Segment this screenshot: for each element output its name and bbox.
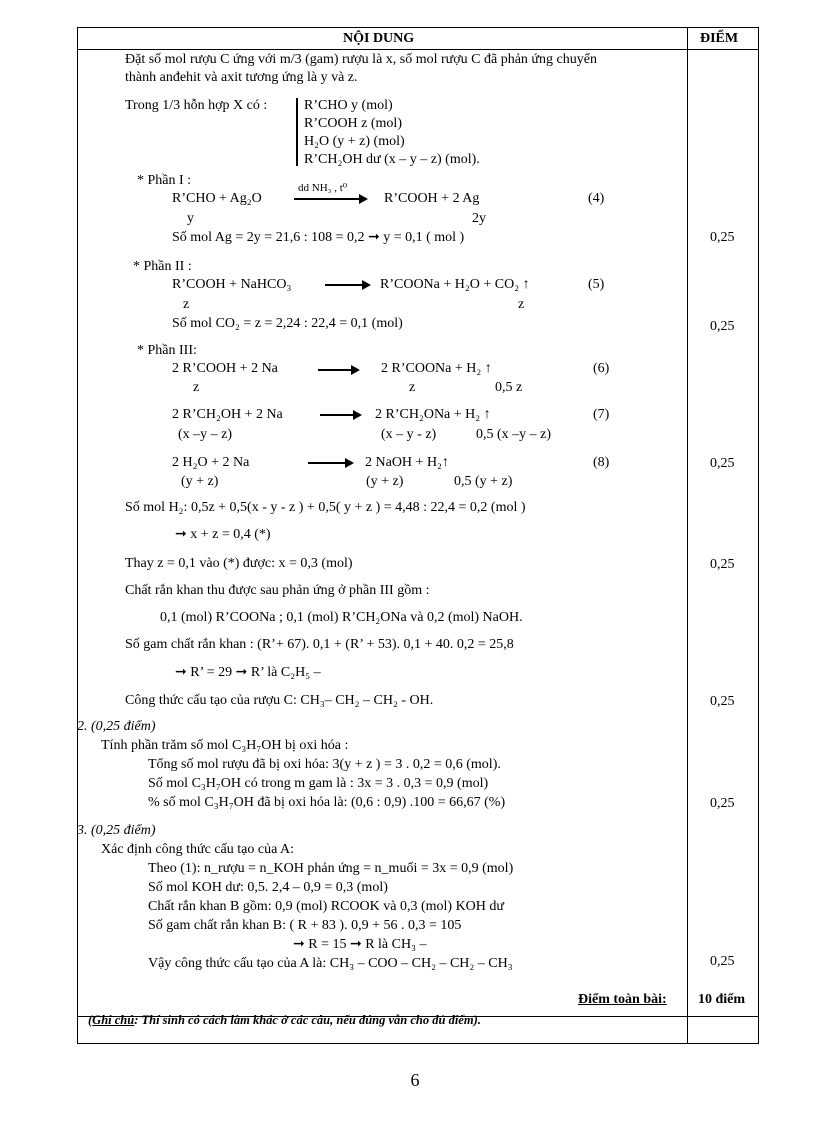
part-3-label: * Phần III: [137,343,197,358]
section-2-line-1: Tổng số mol rượu đã bị oxi hóa: 3(y + z ) = 3 . 0,2 = 0,6 (mol). [148,757,501,772]
comp-line-2: R’COOH z (mol) [304,116,402,131]
section-3-line-5: ➞ R = 15 ➞ R là CH₃ – [293,937,427,952]
section-2-line-2: Số mol C₃H₇OH có trong m gam là : 3x = 3 . 0,3 = 0,9 (mol) [148,776,489,791]
comp-line-3: H₂O (y + z) (mol) [304,134,405,149]
reaction-8-mol-3: 0,5 (y + z) [454,474,513,489]
reaction-7-right: 2 R’CH₂ONa + H₂ ↑ [375,407,491,422]
reaction-8-arrow [308,462,352,464]
mixture-label: Trong 1/3 hỗn hợp X có : [125,98,268,113]
page-number: 6 [410,1070,420,1090]
reaction-6-mol-h2: 0,5 z [495,380,523,395]
reaction-6-mol-z2: z [409,380,416,395]
solid-residue-items: 0,1 (mol) R’COONa ; 0,1 (mol) R’CH₂ONa và 0,2 (mol) NaOH. [160,610,523,625]
section-3-heading: 3. (0,25 điểm) [77,823,156,838]
section-3-line-2: Số mol KOH dư: 0,5. 2,4 – 0,9 = 0,3 (mol) [148,880,388,895]
section-3-task: Xác định công thức cấu tạo của A: [101,842,295,857]
section-3-line-4: Số gam chất rắn khan B: ( R + 83 ). 0,9 + 56 . 0,3 = 105 [148,918,462,933]
score-2: 0,25 [710,319,735,334]
comp-line-1: R’CHO y (mol) [304,98,393,113]
reaction-7-number: (7) [593,407,610,422]
reaction-7-left: 2 R’CH₂OH + 2 Na [172,407,283,422]
score-1: 0,25 [710,230,735,245]
reaction-8-mol-1: (y + z) [181,474,219,489]
reaction-4-arrow [294,198,366,200]
header-score: ĐIỂM [700,31,739,46]
reaction-8-mol-2: (y + z) [366,474,404,489]
reaction-5-number: (5) [588,277,605,292]
intro-line-1: Đặt số mol rượu C ứng với m/3 (gam) rượu là x, số mol rượu C đã phản ứng chuyển [125,52,597,67]
reaction-8-number: (8) [593,455,610,470]
score-7: 0,25 [710,954,735,969]
reaction-6-mol-z: z [193,380,200,395]
score-4: 0,25 [710,557,735,572]
reaction-7-mol-1: (x –y – z) [178,427,233,442]
mol-ag: Số mol Ag = 2y = 21,6 : 108 = 0,2 ➞ y = 0,1 ( mol ) [172,230,465,245]
section-3-line-3: Chất rắn khan B gồm: 0,9 (mol) RCOOK và 0,3 (mol) KOH dư [148,899,504,914]
part-1-label: * Phần I : [137,173,192,188]
total-score: 10 điểm [698,992,746,1007]
score-5: 0,25 [710,694,735,709]
reaction-5-right: R’COONa + H₂O + CO₂ ↑ [380,277,530,292]
section-3-line-6: Vậy công thức cấu tạo của A là: CH₃ – COO – CH₂ – CH₂ – CH₃ [148,956,513,971]
header-divider [77,49,759,50]
part-2-label: * Phần II : [133,259,192,274]
section-3-line-1: Theo (1): n_rượu = n_KOH phản ứng = n_muối = 3x = 0,9 (mol) [148,861,514,876]
section-2-heading: 2. (0,25 điểm) [77,719,156,734]
section-2-line-3: % số mol C₃H₇OH đã bị oxi hóa là: (0,6 : 0,9) .100 = 66,67 (%) [148,795,506,810]
reaction-6-arrow [318,369,358,371]
intro-line-2: thành anđehit và axit tương ứng là y và z. [125,70,358,85]
note-label: Ghi chú [92,1013,135,1027]
reaction-7-arrow [320,414,360,416]
reaction-4-condition: dd NH₃ , t⁰ [298,182,348,194]
reaction-4-mol-y: y [187,211,194,226]
reaction-8-right: 2 NaOH + H₂↑ [365,455,449,470]
note: (Ghi chú: Thí sinh có cách làm khác ở các câu, nếu đúng vẫn cho đủ điểm). [88,1013,481,1027]
reaction-4-number: (4) [588,191,605,206]
reaction-7-mol-2: (x – y - z) [381,427,437,442]
reaction-6-right: 2 R’COONa + H₂ ↑ [381,361,492,376]
reaction-5-left: R’COOH + NaHCO₃ [172,277,292,292]
reaction-8-left: 2 H₂O + 2 Na [172,455,250,470]
mol-co2: Số mol CO₂ = z = 2,24 : 22,4 = 0,1 (mol) [172,316,403,331]
substitute-z: Thay z = 0,1 vào (*) được: x = 0,3 (mol) [125,556,353,571]
reaction-7-mol-3: 0,5 (x –y – z) [476,427,552,442]
x-plus-z: ➞ x + z = 0,4 (*) [175,527,271,542]
reaction-5-arrow [325,284,369,286]
header-content: NỘI DUNG [343,31,415,46]
reaction-4-left: R’CHO + Ag₂O [172,191,262,206]
column-divider [687,27,688,1044]
reaction-6-number: (6) [593,361,610,376]
composition-brace [296,98,298,166]
reaction-6-left: 2 R’COOH + 2 Na [172,361,278,376]
reaction-4-right: R’COOH + 2 Ag [384,191,480,206]
score-6: 0,25 [710,796,735,811]
score-3: 0,25 [710,456,735,471]
solid-residue: Chất rắn khan thu được sau phản ứng ở phần III gồm : [125,583,430,598]
alcohol-formula: Công thức cấu tạo của rượu C: CH₃– CH₂ – CH₂ - OH. [125,693,434,708]
mol-h2: Số mol H₂: 0,5z + 0,5(x - y - z ) + 0,5( y + z ) = 4,48 : 22,4 = 0,2 (mol ) [125,500,526,515]
note-text: : Thí sinh có cách làm khác ở các câu, nếu đúng vẫn cho đủ điểm). [134,1013,481,1027]
reaction-5-mol-z2: z [518,297,525,312]
reaction-4-mol-2y: 2y [472,211,486,226]
total-label: Điểm toàn bài: [578,992,667,1007]
r-prime-result: ➞ R’ = 29 ➞ R’ là C₂H₅ – [175,665,321,680]
solid-mass: Số gam chất rắn khan : (R’+ 67). 0,1 + (R’ + 53). 0,1 + 40. 0,2 = 25,8 [125,637,514,652]
comp-line-4: R’CH₂OH dư (x – y – z) (mol). [304,152,480,167]
reaction-5-mol-z: z [183,297,190,312]
section-2-task: Tính phần trăm số mol C₃H₇OH bị oxi hóa : [101,738,349,753]
